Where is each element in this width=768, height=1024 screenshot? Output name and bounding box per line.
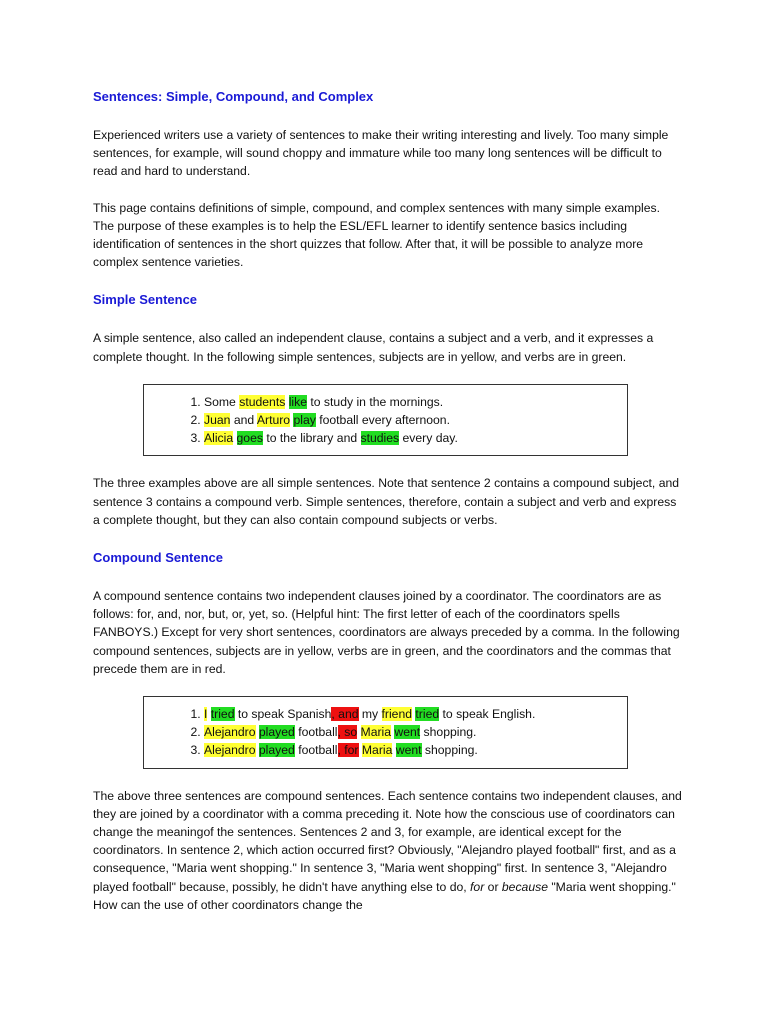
subject-highlight: Arturo (256, 413, 291, 428)
verb-highlight: like (288, 394, 307, 409)
verb-highlight: goes (236, 431, 263, 446)
compound-sentence-explanation: The above three sentences are compound sentences. Each sentence contains two independent clauses, and they are joined by a coordinator with a comma preceding it. Note how the conscious use of coordinators can change the meaningof the sentences. Sentences 2 and 3, for example, are identical except for the coordinators. In sentence 2, which action occurred first? Obviously, "Alejandro played football" first, and as a consequence, "Maria went shopping." In sentence 3, "Maria went shopping" first. In sentence 3, "Alejandro played football" because, possibly, he didn't have anything else to do, for or because "Maria went shopping." How can the use of other coordinators change the (93, 788, 682, 912)
simple-example-1: 1. Some students like to study in the mornings. (204, 393, 627, 411)
subject-highlight: Maria (360, 725, 392, 740)
subject-highlight: Alejandro (204, 725, 256, 740)
page-title: Sentences: Simple, Compound, and Complex (93, 89, 374, 104)
compound-sentence-description: A compound sentence contains two independent clauses joined by a coordinator. The coordinators are as follows: for, and, nor, but, or, yet, so. (Helpful hint: The first letter of each of the coordinators spells FANBOYS.) Except for very short sentences, coordinators are always preceded by a comma. In the following compound sentences, subjects are in yellow, verbs are in green, and the coordinators and the commas that precede them are in red. (93, 589, 680, 676)
simple-sentence-description: A simple sentence, also called an independent clause, contains a subject and a verb, and it expresses a complete thought. In the following simple sentences, subjects are in yellow, and verbs are in green. (93, 331, 654, 364)
coordinator-highlight: , so (337, 725, 358, 740)
compound-sentence-heading: Compound Sentence (93, 550, 224, 566)
compound-examples-box (143, 696, 628, 769)
verb-highlight: went (395, 743, 422, 758)
verb-highlight: played (258, 725, 295, 740)
verb-highlight: tried (210, 707, 235, 722)
coordinator-highlight: , for (337, 743, 359, 758)
simple-sentence-summary: The three examples above are all simple sentences. Note that sentence 2 contains a compound subject, and sentence 3 contains a compound verb. Simple sentences, therefore, contain a subject and verb and express a complete thought, but they can also contain compound subjects or verbs. (93, 476, 680, 527)
emphasis-for: for (470, 879, 485, 894)
intro-paragraph-1: Experienced writers use a variety of sentences to make their writing interesting and lively. Too many simple sentences, for example, will sound choppy and immature while too many long sentences will be difficult to read and hard to understand. (93, 128, 669, 179)
subject-highlight: Juan (204, 413, 231, 428)
subject-highlight: Maria (361, 743, 393, 758)
subject-highlight: I (204, 707, 208, 722)
subject-highlight: students (239, 394, 286, 409)
compound-example-1: 1. I tried to speak Spanish, and my friend tried to speak English. (204, 705, 627, 723)
compound-example-3: 3. Alejandro played football, for Maria went shopping. (204, 741, 627, 759)
simple-examples-list (144, 393, 627, 448)
intro-paragraph-2: This page contains definitions of simple, compound, and complex sentences with many simple examples. The purpose of these examples is to help the ESL/EFL learner to identify sentence basics including identification of sentences in the short quizzes that follow. After that, it will be possible to analyze more complex sentence varieties. (93, 200, 661, 270)
verb-highlight: studies (360, 431, 400, 446)
compound-examples-list (144, 705, 627, 760)
simple-examples-box (143, 384, 628, 457)
compound-example-2: 2. Alejandro played football, so Maria went shopping. (204, 723, 627, 741)
simple-example-3: 3. Alicia goes to the library and studies every day. (204, 429, 627, 447)
simple-sentence-heading: Simple Sentence (93, 292, 198, 308)
document-content (93, 88, 683, 914)
coordinator-highlight: , and (331, 707, 359, 722)
simple-example-2: 2. Juan and Arturo play football every afternoon. (204, 411, 627, 429)
emphasis-because: because (501, 879, 548, 894)
subject-highlight: friend (381, 707, 413, 722)
verb-highlight: played (258, 743, 295, 758)
verb-highlight: went (394, 725, 421, 740)
subject-highlight: Alejandro (204, 743, 256, 758)
verb-highlight: tried (415, 707, 440, 722)
subject-highlight: Alicia (204, 431, 234, 446)
verb-highlight: play (293, 413, 316, 428)
